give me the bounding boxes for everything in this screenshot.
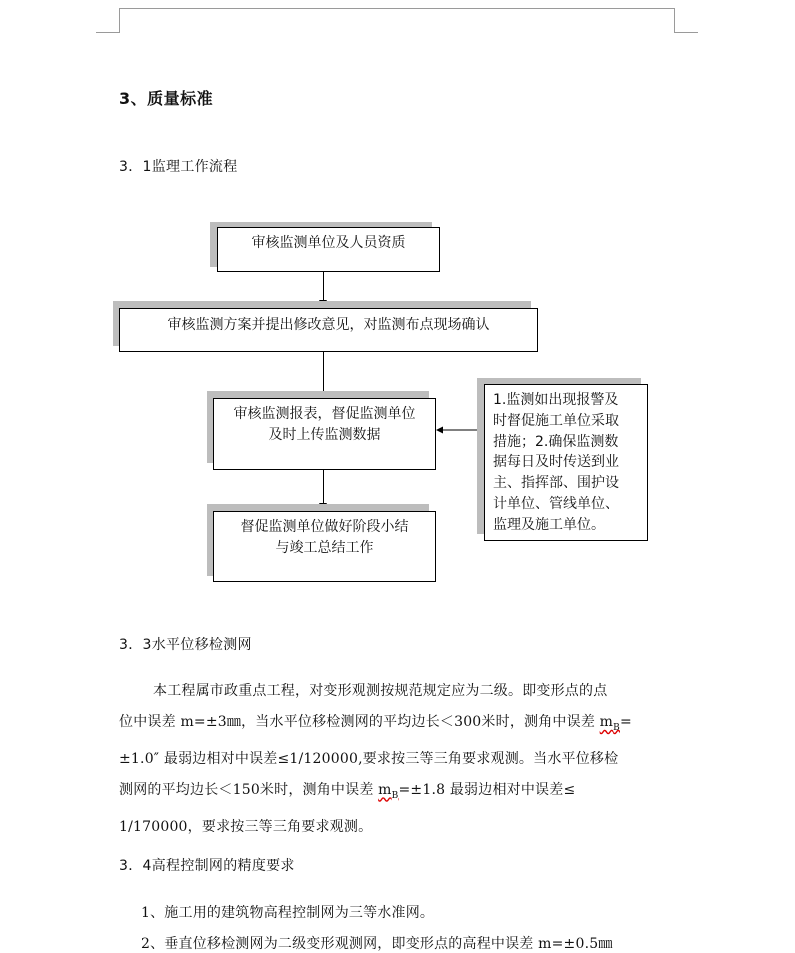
flow-side-note xyxy=(484,384,648,541)
side-note-line: 据每日及时传送到业 xyxy=(493,454,619,471)
symbol-subscript: B xyxy=(613,722,620,733)
flow-box-label-line2: 及时上传监测数据 xyxy=(268,427,381,443)
flow-box-label-line2: 与竣工总结工作 xyxy=(275,540,374,556)
flow-box-plan-review xyxy=(119,308,538,352)
flow-box-label: 审核监测单位及人员资质 xyxy=(251,235,406,251)
subsection-heading-3-3: 3．3水平位移检测网 xyxy=(119,637,252,653)
flow-box-summary xyxy=(213,511,436,582)
paragraph-line: 1/170000，要求按三等三角要求观测。 xyxy=(119,818,373,835)
page-corner-mark-right-h xyxy=(674,32,698,33)
side-note-line: 监理及施工单位。 xyxy=(493,516,605,533)
flow-box-report-review xyxy=(213,398,436,470)
paragraph-line xyxy=(119,775,675,812)
list-item: 2、垂直位移检测网为二级变形观测网，即变形点的高程中误差 m=±0.5㎜ xyxy=(141,936,613,952)
side-note-line: 措施；2.确保监测数 xyxy=(493,433,619,450)
paragraph-line: 本工程属市政重点工程，对变形观测按规范规定应为二级。即变形点的点 xyxy=(153,683,608,699)
side-note-line: 计单位、管线单位、 xyxy=(493,495,619,512)
flow-connector xyxy=(323,272,324,300)
section-heading: 3、质量标准 xyxy=(119,89,214,108)
flow-box-label-line1: 督促监测单位做好阶段小结 xyxy=(240,519,409,535)
flow-box-label-line1: 审核监测报表，督促监测单位 xyxy=(233,406,416,422)
paragraph-horizontal-network xyxy=(119,676,675,843)
symbol-subscript: B xyxy=(391,790,399,801)
page-corner-mark-right-v xyxy=(674,8,675,33)
page-top-edge xyxy=(119,8,674,9)
page-corner-mark-left-h xyxy=(96,32,120,33)
side-note-line: 时督促施工单位采取 xyxy=(493,412,619,429)
list-item: 1、施工用的建筑物高程控制网为三等水准网。 xyxy=(141,905,435,921)
m-b-symbol xyxy=(599,714,620,733)
paragraph-text: 测网的平均边长＜150米时，测角中误差 xyxy=(119,781,379,798)
paragraph-text: 位中误差 m=±3㎜，当水平位移检测网的平均边长＜300米时，测角中误差 xyxy=(119,714,600,730)
side-note-line: 主、指挥部、围护设 xyxy=(493,475,619,492)
page-corner-mark-left-v xyxy=(119,8,120,33)
subsection-heading-3-4: 3．4高程控制网的精度要求 xyxy=(119,858,295,874)
paragraph-line: ±1.0″ 最弱边相对中误差≤1/120000,要求按三等三角要求观测。当水平位移检 xyxy=(119,750,619,767)
subsection-heading-3-1: 3．1监理工作流程 xyxy=(119,159,238,175)
flow-connector xyxy=(323,352,324,394)
flow-box-label: 审核监测方案并提出修改意见，对监测布点现场确认 xyxy=(167,317,490,333)
flow-connector xyxy=(323,470,324,504)
symbol-m: m xyxy=(599,714,614,730)
paragraph-text: = xyxy=(619,714,632,730)
paragraph-text: =±1.8 最弱边相对中误差≤ xyxy=(398,781,576,798)
paragraph-line xyxy=(119,707,675,744)
flow-box-qualification xyxy=(217,227,440,272)
symbol-m: m xyxy=(378,781,392,798)
m-b-symbol xyxy=(378,781,399,801)
side-note-line: 1.监测如出现报警及 xyxy=(493,392,619,408)
